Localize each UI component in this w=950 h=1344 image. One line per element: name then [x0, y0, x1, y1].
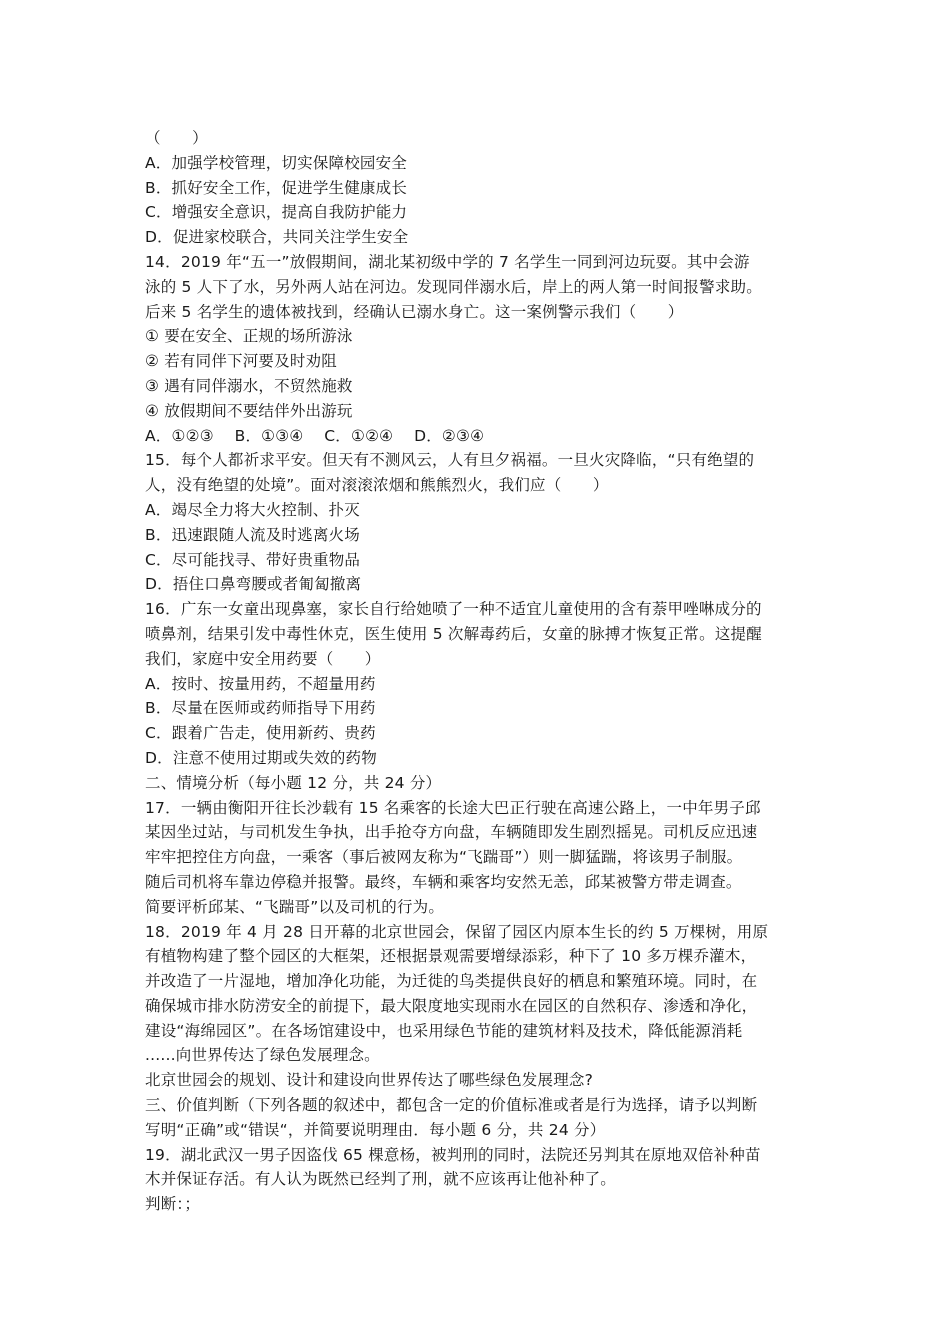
text-line: D．促进家校联合，共同关注学生安全	[145, 228, 409, 247]
text-line: D．捂住口鼻弯腰或者匍匐撤离	[145, 575, 362, 594]
text-line: D．注意不使用过期或失效的药物	[145, 748, 377, 767]
text-line: 人，没有绝望的处境”。面对滚滚浓烟和熊熊烈火，我们应（ ）	[145, 476, 609, 495]
text-line: 某因坐过站，与司机发生争执，出手抢夺方向盘，车辆随即发生剧烈摇晃。司机反应迅速	[145, 823, 758, 842]
text-line: A．按时、按量用药，不超量用药	[145, 674, 376, 693]
text-line: ......向世界传达了绿色发展理念。	[145, 1046, 380, 1065]
text-line: 牢牢把控住方向盘，一乘客（事后被网友称为“飞踹哥”）则一脚猛踹，将该男子制服。	[145, 848, 743, 867]
text-line: 泳的 5 人下了水，另外两人站在河边。发现同伴溺水后，岸上的两人第一时间报警求助。	[145, 277, 762, 296]
text-line: 后来 5 名学生的遗体被找到，经确认已溺水身亡。这一案例警示我们（ ）	[145, 302, 684, 321]
text-line: 14．2019 年“五一”放假期间，湖北某初级中学的 7 名学生一同到河边玩耍。其中会游	[145, 252, 750, 271]
text-line: 喷鼻剂，结果引发中毒性休克，医生使用 5 次解毒药后，女童的脉搏才恢复正常。这提醒	[145, 624, 762, 643]
text-line: 19．湖北武汉一男子因盗伐 65 棵意杨，被判刑的同时，法院还另判其在原地双倍补种苗	[145, 1145, 761, 1164]
text-line: 确保城市排水防涝安全的前提下，最大限度地实现雨水在园区的自然积存、渗透和净化，	[145, 996, 758, 1015]
text-line: （ ）	[145, 129, 208, 147]
text-line: 北京世园会的规划、设计和建设向世界传达了哪些绿色发展理念?	[145, 1071, 594, 1090]
text-line: 有植物构建了整个园区的大框架，还根据景观需要增绿添彩，种下了 10 多万棵乔灌木，	[145, 947, 757, 966]
text-line: 建设“海绵园区”。在各场馆建设中，也采用绿色节能的建筑材料及技术，降低能源消耗	[145, 1021, 743, 1040]
section-heading: 二、情境分析（每小题 12 分，共 24 分）	[145, 773, 442, 792]
text-line: C．增强安全意识，提高自我防护能力	[145, 203, 408, 222]
text-line: 17．一辆由衡阳开往长沙载有 15 名乘客的长途大巴正行驶在高速公路上，一中年男子邱	[145, 798, 761, 817]
section-heading: 三、价值判断（下列各题的叙述中，都包含一定的价值标准或者是行为选择，请予以判断	[145, 1096, 758, 1115]
text-line: 16．广东一女童出现鼻塞，家长自行给她喷了一种不适宜儿童使用的含有萘甲唑啉成分的	[145, 600, 762, 619]
text-line: ② 若有同伴下河要及时劝阻	[145, 352, 337, 371]
text-line: ③ 遇有同伴溺水，不贸然施救	[145, 376, 353, 395]
text-line: B．抓好安全工作，促进学生健康成长	[145, 178, 408, 197]
text-line: ④ 放假期间不要结伴外出游玩	[145, 401, 353, 420]
text-line: 随后司机将车靠边停稳并报警。最终，车辆和乘客均安然无恙，邱某被警方带走调查。	[145, 872, 742, 891]
text-line: 15．每个人都祈求平安。但天有不测风云，人有旦夕祸福。一旦火灾降临，“只有绝望的	[145, 451, 755, 470]
text-line: A．竭尽全力将大火控制、扑灭	[145, 500, 360, 519]
text-line: C．跟着广告走，使用新药、贵药	[145, 724, 376, 743]
text-line: 并改造了一片湿地，增加净化功能，为迁徙的鸟类提供良好的栖息和繁殖环境。同时，在	[145, 972, 758, 991]
text-line: C．尽可能找寻、带好贵重物品	[145, 550, 361, 569]
text-line: A．①②③ B．①③④ C．①②④ D．②③④	[145, 426, 485, 445]
text-line: 简要评析邱某、“飞踹哥”以及司机的行为。	[145, 897, 445, 916]
text-line: 判断：；	[145, 1195, 201, 1214]
text-line: B．尽量在医师或药师指导下用药	[145, 699, 376, 718]
text-line: A．加强学校管理，切实保障校园安全	[145, 153, 408, 172]
text-line: 18．2019 年 4 月 28 日开幕的北京世园会，保留了园区内原本生长的约 5 万棵树，用原	[145, 922, 769, 941]
text-line: B．迅速跟随人流及时逃离火场	[145, 525, 360, 544]
text-line: 木并保证存活。有人认为既然已经判了刑，就不应该再让他补种了。	[145, 1170, 617, 1189]
text-line: 写明“正确”或“错误“，并简要说明理由．每小题 6 分，共 24 分）	[145, 1120, 606, 1139]
text-line: 我们，家庭中安全用药要（ ）	[145, 649, 381, 668]
text-line: ① 要在安全、正规的场所游泳	[145, 327, 353, 346]
document-page	[145, 126, 815, 1217]
